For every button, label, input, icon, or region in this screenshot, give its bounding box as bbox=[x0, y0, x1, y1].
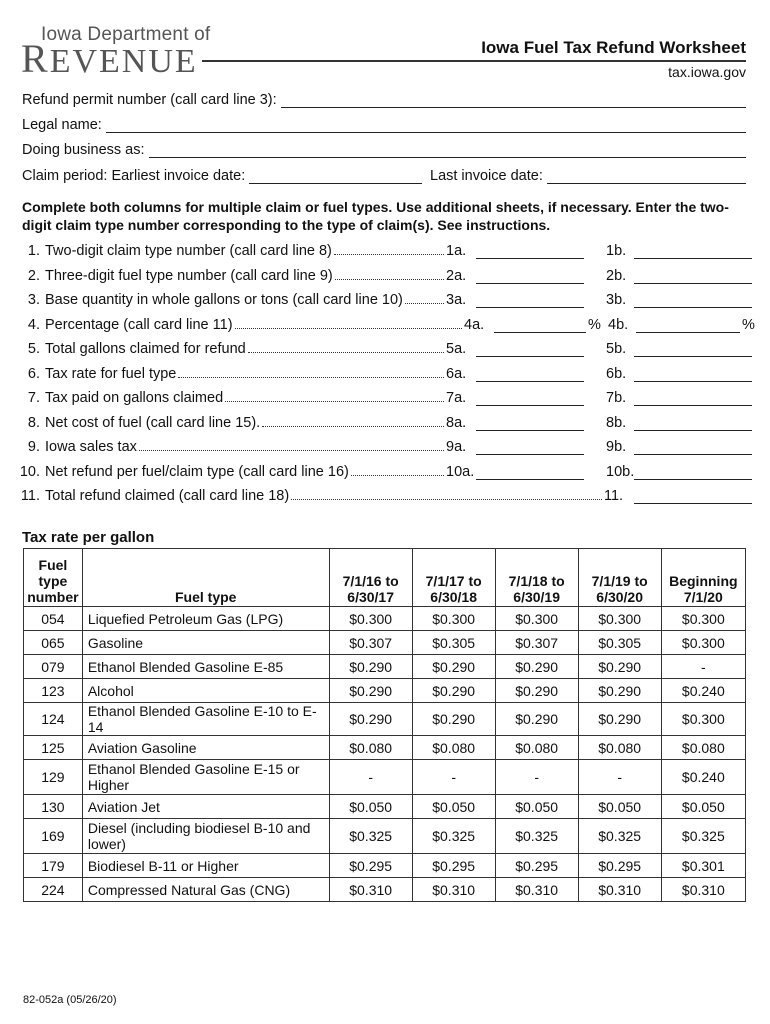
period-line1: 7/1/19 to bbox=[591, 573, 648, 589]
line-9 bbox=[18, 435, 752, 455]
column-b-code: 6b. bbox=[606, 365, 627, 382]
period-line1: Beginning bbox=[669, 573, 738, 589]
legal-name-input[interactable] bbox=[106, 118, 746, 133]
line-code: 11. bbox=[604, 488, 624, 504]
line-4 bbox=[18, 313, 755, 333]
rate-cell: $0.290 bbox=[578, 703, 661, 736]
rate-cell: $0.050 bbox=[578, 795, 661, 819]
line-description: Total gallons claimed for refund bbox=[45, 341, 246, 357]
tax-rate-heading: Tax rate per gallon bbox=[22, 529, 155, 546]
table-row bbox=[24, 607, 746, 631]
rate-cell: $0.300 bbox=[661, 607, 745, 631]
line-11 bbox=[18, 484, 752, 504]
fuel-type-name: Diesel (including biodiesel B-10 and lower) bbox=[82, 819, 329, 854]
fuel-type-name: Alcohol bbox=[82, 679, 329, 703]
last-invoice-row bbox=[430, 164, 746, 184]
rate-cell: $0.300 bbox=[661, 631, 745, 655]
leader-dots bbox=[335, 279, 444, 280]
line-6 bbox=[18, 362, 752, 382]
column-a-code: 7a. bbox=[446, 390, 467, 406]
column-a-code: 9a. bbox=[446, 439, 467, 455]
rate-cell: $0.290 bbox=[495, 703, 578, 736]
line-description: Net cost of fuel (call card line 15). bbox=[45, 414, 261, 431]
fuel-type-number: 179 bbox=[24, 854, 83, 878]
column-a-input[interactable] bbox=[476, 342, 584, 357]
logo-rest: EVENUE bbox=[49, 43, 198, 80]
rate-cell: $0.300 bbox=[329, 607, 412, 631]
period-line1: 7/1/17 to bbox=[425, 573, 482, 589]
line-7 bbox=[18, 386, 752, 406]
rate-cell: $0.080 bbox=[412, 736, 495, 760]
rate-cell: $0.325 bbox=[495, 819, 578, 854]
header-rule bbox=[202, 60, 746, 62]
fuel-type-name: Aviation Gasoline bbox=[82, 736, 329, 760]
leader-dots bbox=[248, 352, 444, 353]
rate-cell: $0.050 bbox=[661, 795, 745, 819]
column-b-code: 3b. bbox=[606, 292, 627, 308]
rate-cell: $0.290 bbox=[412, 655, 495, 679]
line-description: Tax paid on gallons claimed bbox=[45, 390, 224, 406]
rate-cell: - bbox=[661, 655, 745, 679]
rate-cell: $0.290 bbox=[578, 679, 661, 703]
column-a-code: 10a. bbox=[446, 463, 475, 480]
rate-cell: $0.301 bbox=[661, 854, 745, 878]
col-header-fuel-type: Fuel type bbox=[82, 549, 329, 607]
line-number: 2. bbox=[27, 267, 40, 284]
leader-dots bbox=[139, 450, 444, 451]
rate-cell: $0.290 bbox=[495, 655, 578, 679]
earliest-invoice-row bbox=[22, 164, 422, 184]
earliest-invoice-label: Claim period: Earliest invoice date: bbox=[22, 168, 246, 184]
rate-cell: - bbox=[412, 760, 495, 795]
period-line2: 6/30/17 bbox=[347, 589, 395, 605]
rate-cell: $0.300 bbox=[412, 607, 495, 631]
column-b-input[interactable] bbox=[634, 391, 752, 406]
dba-input[interactable] bbox=[149, 143, 746, 158]
fuel-type-name: Gasoline bbox=[82, 631, 329, 655]
col-header-number bbox=[24, 549, 83, 607]
line-2 bbox=[18, 264, 752, 284]
col-header-period-5 bbox=[661, 549, 745, 607]
fuel-type-number: 129 bbox=[24, 760, 83, 795]
last-invoice-label: Last invoice date: bbox=[430, 168, 543, 184]
column-b-input[interactable] bbox=[634, 244, 752, 259]
rate-cell: $0.050 bbox=[329, 795, 412, 819]
column-a-input[interactable] bbox=[476, 391, 584, 406]
column-a-code: 8a. bbox=[446, 414, 467, 431]
rate-cell: $0.050 bbox=[412, 795, 495, 819]
rate-cell: $0.325 bbox=[329, 819, 412, 854]
fuel-type-number: 169 bbox=[24, 819, 83, 854]
fuel-type-number: 125 bbox=[24, 736, 83, 760]
permit-number-input[interactable] bbox=[281, 93, 746, 108]
rate-cell: $0.310 bbox=[578, 878, 661, 902]
rate-cell: $0.305 bbox=[412, 631, 495, 655]
col-header-period-4 bbox=[578, 549, 661, 607]
rate-cell: $0.295 bbox=[578, 854, 661, 878]
line-description: Total refund claimed (call card line 18) bbox=[45, 488, 290, 504]
table-row bbox=[24, 795, 746, 819]
fuel-type-number: 130 bbox=[24, 795, 83, 819]
fuel-type-number: 124 bbox=[24, 703, 83, 736]
column-a-input[interactable] bbox=[476, 244, 584, 259]
line-description: Base quantity in whole gallons or tons (call card line 10) bbox=[45, 292, 403, 308]
fuel-type-name: Compressed Natural Gas (CNG) bbox=[82, 878, 329, 902]
col-header-period-3 bbox=[495, 549, 578, 607]
rate-cell: $0.310 bbox=[661, 878, 745, 902]
earliest-invoice-input[interactable] bbox=[249, 169, 422, 184]
line-8 bbox=[18, 411, 752, 431]
total-refund-input[interactable] bbox=[634, 489, 752, 504]
rate-cell: - bbox=[329, 760, 412, 795]
leader-dots bbox=[235, 328, 462, 329]
column-a-code: 2a. bbox=[446, 267, 467, 284]
rate-cell: $0.080 bbox=[661, 736, 745, 760]
rate-cell: $0.325 bbox=[412, 819, 495, 854]
logo-initial: R bbox=[21, 36, 50, 81]
column-b-code: 10b. bbox=[606, 463, 635, 480]
fuel-type-number: 224 bbox=[24, 878, 83, 902]
rate-cell: $0.050 bbox=[495, 795, 578, 819]
instructions: Complete both columns for multiple claim or fuel types. Use additional sheets, if necessary. Enter the two-digit claim type number corresponding to the type of claim(s). See instructions. bbox=[22, 199, 729, 233]
fuel-type-name: Ethanol Blended Gasoline E-10 to E-14 bbox=[82, 703, 329, 736]
fuel-type-name: Aviation Jet bbox=[82, 795, 329, 819]
line-1 bbox=[18, 239, 752, 259]
column-b-code: 1b. bbox=[606, 243, 627, 259]
table-row bbox=[24, 631, 746, 655]
column-a-input[interactable] bbox=[476, 367, 584, 382]
line-10 bbox=[18, 460, 752, 480]
column-b-code: 5b. bbox=[606, 341, 627, 357]
column-b-input[interactable] bbox=[634, 440, 752, 455]
column-b-input[interactable] bbox=[634, 367, 752, 382]
fuel-type-name: Ethanol Blended Gasoline E-85 bbox=[82, 655, 329, 679]
table-row bbox=[24, 760, 746, 795]
rate-cell: $0.310 bbox=[329, 878, 412, 902]
line-5 bbox=[18, 337, 752, 357]
rate-cell: $0.290 bbox=[329, 655, 412, 679]
rate-cell: $0.290 bbox=[412, 703, 495, 736]
form-title: Iowa Fuel Tax Refund Worksheet bbox=[481, 38, 746, 57]
table-row bbox=[24, 878, 746, 902]
legal-name-row bbox=[22, 113, 746, 133]
dba-row bbox=[22, 138, 746, 158]
leader-dots bbox=[351, 475, 444, 476]
column-b-code: 2b. bbox=[606, 267, 627, 284]
rate-cell: $0.295 bbox=[495, 854, 578, 878]
rate-cell: $0.300 bbox=[661, 703, 745, 736]
dba-label: Doing business as: bbox=[22, 142, 145, 158]
leader-dots bbox=[178, 377, 444, 378]
rate-cell: $0.240 bbox=[661, 760, 745, 795]
rate-cell: $0.290 bbox=[412, 679, 495, 703]
line-number: 9. bbox=[27, 439, 40, 455]
leader-dots bbox=[262, 426, 444, 427]
column-a-input[interactable] bbox=[494, 318, 586, 333]
fuel-type-number: 123 bbox=[24, 679, 83, 703]
permit-number-label: Refund permit number (call card line 3): bbox=[22, 92, 277, 108]
period-line2: 7/1/20 bbox=[683, 589, 723, 605]
period-line2: 6/30/20 bbox=[596, 589, 644, 605]
rate-cell: $0.300 bbox=[578, 607, 661, 631]
line-description: Net refund per fuel/claim type (call card line 16) bbox=[45, 463, 349, 480]
percent-sign: % bbox=[588, 316, 601, 333]
column-b-code: 9b. bbox=[606, 439, 627, 455]
rate-cell: $0.325 bbox=[578, 819, 661, 854]
col-header-number-l2: type bbox=[38, 573, 68, 589]
leader-dots bbox=[291, 499, 602, 500]
col-header-period-1 bbox=[329, 549, 412, 607]
tax-rate-rows bbox=[24, 607, 746, 902]
line-number: 5. bbox=[27, 341, 40, 357]
rate-cell: $0.290 bbox=[578, 655, 661, 679]
line-number: 7. bbox=[27, 390, 40, 406]
column-b-code: 7b. bbox=[606, 390, 627, 406]
column-a-code: 4a. bbox=[464, 316, 485, 333]
line-description: Three-digit fuel type number (call card line 9) bbox=[45, 267, 333, 284]
rate-cell: $0.300 bbox=[495, 607, 578, 631]
line-3 bbox=[18, 288, 752, 308]
line-number: 3. bbox=[27, 292, 40, 308]
rate-cell: $0.240 bbox=[661, 679, 745, 703]
line-number: 1. bbox=[27, 243, 40, 259]
leader-dots bbox=[334, 254, 444, 255]
fuel-type-name: Biodiesel B-11 or Higher bbox=[82, 854, 329, 878]
column-b-input[interactable] bbox=[636, 318, 740, 333]
column-b-input[interactable] bbox=[634, 416, 752, 431]
column-b-code: 4b. bbox=[608, 316, 629, 333]
rate-cell: $0.290 bbox=[329, 703, 412, 736]
fuel-type-number: 065 bbox=[24, 631, 83, 655]
fuel-type-number: 054 bbox=[24, 607, 83, 631]
column-a-input[interactable] bbox=[476, 269, 584, 284]
column-a-input[interactable] bbox=[476, 440, 584, 455]
rate-cell: $0.295 bbox=[412, 854, 495, 878]
agency-logo bbox=[21, 36, 198, 81]
website-text: tax.iowa.gov bbox=[668, 64, 746, 80]
rate-cell: $0.307 bbox=[495, 631, 578, 655]
line-number: 6. bbox=[27, 365, 40, 382]
rate-cell: $0.310 bbox=[412, 878, 495, 902]
line-number: 11. bbox=[20, 488, 40, 504]
table-row bbox=[24, 679, 746, 703]
table-row bbox=[24, 819, 746, 854]
column-a-input[interactable] bbox=[476, 416, 584, 431]
rate-cell: - bbox=[495, 760, 578, 795]
rate-cell: $0.325 bbox=[661, 819, 745, 854]
rate-cell: $0.310 bbox=[495, 878, 578, 902]
rate-cell: $0.307 bbox=[329, 631, 412, 655]
rate-cell: $0.305 bbox=[578, 631, 661, 655]
rate-cell: $0.290 bbox=[329, 679, 412, 703]
column-a-input[interactable] bbox=[476, 465, 584, 480]
column-b-input[interactable] bbox=[634, 269, 752, 284]
rate-cell: $0.080 bbox=[578, 736, 661, 760]
table-row bbox=[24, 703, 746, 736]
line-description: Two-digit claim type number (call card line 8) bbox=[45, 243, 332, 259]
column-b-input[interactable] bbox=[634, 293, 752, 308]
leader-dots bbox=[405, 303, 444, 304]
fuel-type-name: Liquefied Petroleum Gas (LPG) bbox=[82, 607, 329, 631]
fuel-type-name: Ethanol Blended Gasoline E-15 or Higher bbox=[82, 760, 329, 795]
agency-logo-top: Iowa Department of bbox=[41, 24, 211, 45]
col-header-period-2 bbox=[412, 549, 495, 607]
last-invoice-input[interactable] bbox=[547, 169, 746, 184]
table-row bbox=[24, 736, 746, 760]
table-row bbox=[24, 655, 746, 679]
line-description: Percentage (call card line 11) bbox=[45, 316, 233, 333]
leader-dots bbox=[225, 401, 444, 402]
col-header-number-l3: number bbox=[27, 589, 79, 605]
column-a-code: 5a. bbox=[446, 341, 467, 357]
line-number: 10. bbox=[19, 463, 40, 480]
tax-rate-table bbox=[23, 548, 746, 902]
form-number: 82-052a (05/26/20) bbox=[23, 994, 117, 1006]
permit-number-row bbox=[22, 88, 746, 108]
rate-cell: $0.295 bbox=[329, 854, 412, 878]
column-a-code: 1a. bbox=[446, 243, 467, 259]
fuel-type-number: 079 bbox=[24, 655, 83, 679]
period-line2: 6/30/18 bbox=[430, 589, 478, 605]
period-line1: 7/1/16 to bbox=[342, 573, 399, 589]
line-description: Tax rate for fuel type bbox=[45, 365, 177, 382]
legal-name-label: Legal name: bbox=[22, 117, 102, 133]
period-line1: 7/1/18 to bbox=[508, 573, 565, 589]
percent-sign: % bbox=[742, 316, 755, 333]
col-header-number-l1: Fuel bbox=[38, 557, 68, 573]
column-a-input[interactable] bbox=[476, 293, 584, 308]
column-b-input[interactable] bbox=[634, 465, 752, 480]
rate-cell: $0.080 bbox=[329, 736, 412, 760]
column-a-code: 6a. bbox=[446, 365, 467, 382]
column-b-code: 8b. bbox=[606, 414, 627, 431]
column-a-code: 3a. bbox=[446, 292, 467, 308]
column-b-input[interactable] bbox=[634, 342, 752, 357]
period-line2: 6/30/19 bbox=[513, 589, 561, 605]
rate-cell: $0.290 bbox=[495, 679, 578, 703]
table-row bbox=[24, 854, 746, 878]
line-description: Iowa sales tax bbox=[45, 439, 137, 455]
line-number: 8. bbox=[27, 414, 40, 431]
rate-cell: $0.080 bbox=[495, 736, 578, 760]
rate-cell: - bbox=[578, 760, 661, 795]
line-number: 4. bbox=[27, 316, 40, 333]
